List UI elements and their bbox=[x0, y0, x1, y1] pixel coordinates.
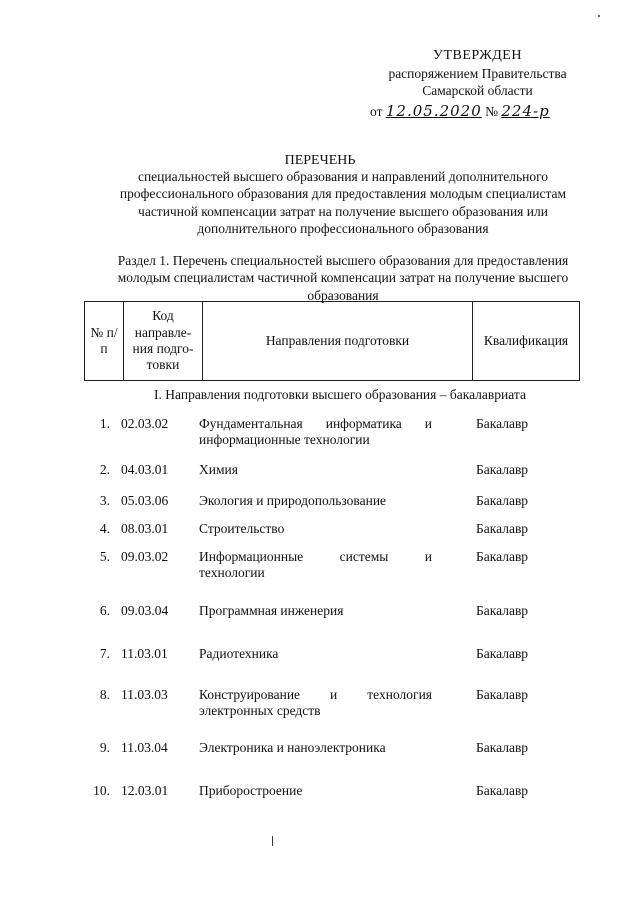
row-number: 3. bbox=[99, 493, 110, 508]
row-name: Электроника и наноэлектроника bbox=[199, 740, 386, 755]
row-qualification: Бакалавр bbox=[476, 493, 529, 508]
scan-mark bbox=[272, 836, 273, 846]
row-code: 11.03.04 bbox=[121, 740, 168, 755]
row-qualification: Бакалавр bbox=[476, 549, 529, 564]
approval-date-line bbox=[370, 102, 585, 122]
scan-mark bbox=[598, 15, 600, 17]
row-qualification: Бакалавр bbox=[476, 646, 529, 661]
row-number: 9. bbox=[99, 740, 110, 755]
row-number: 8. bbox=[99, 687, 110, 702]
row-name: Строительство bbox=[199, 521, 285, 536]
header-name: Направления подготовки bbox=[203, 302, 473, 381]
row-qualification: Бакалавр bbox=[476, 603, 529, 618]
handwritten-number: 224-р bbox=[501, 101, 550, 120]
row-code: 11.03.03 bbox=[121, 687, 168, 702]
row-number: 4. bbox=[99, 521, 110, 536]
row-name: Экология и природопользование bbox=[199, 493, 387, 508]
row-number: 5. bbox=[99, 549, 110, 564]
row-code: 11.03.01 bbox=[121, 646, 168, 661]
header-num: № п/п bbox=[85, 302, 124, 381]
row-code: 02.03.02 bbox=[121, 416, 169, 431]
approval-line-2: Самарской области bbox=[422, 83, 533, 99]
row-name: Приборостроение bbox=[199, 783, 303, 798]
row-qualification: Бакалавр bbox=[476, 783, 529, 798]
header-qualification: Квалификация bbox=[473, 302, 580, 381]
row-name: Программная инженерия bbox=[199, 603, 344, 618]
row-name: Химия bbox=[199, 462, 238, 477]
row-code: 09.03.02 bbox=[121, 549, 169, 564]
row-code: 04.03.01 bbox=[121, 462, 169, 477]
approval-line-1: распоряжением Правительства bbox=[388, 65, 567, 81]
row-code: 05.03.06 bbox=[121, 493, 169, 508]
section-title: Раздел 1. Перечень специальностей высшего образования для предоставления молодым специалистам частичной компенсации затрат на получение высшего образования bbox=[117, 253, 569, 303]
row-number: 7. bbox=[99, 646, 110, 661]
handwritten-date: 12.05.2020 bbox=[385, 101, 482, 120]
row-code: 09.03.04 bbox=[121, 603, 169, 618]
row-name: Фундаментальная информатика и информационные технологии bbox=[199, 416, 432, 448]
row-qualification: Бакалавр bbox=[476, 462, 529, 477]
row-code: 12.03.01 bbox=[121, 783, 169, 798]
document-description: специальностей высшего образования и направлений дополнительного профессионального образования для предоставления молодым специалистам частичной компенсации затрат на получение высшего образования или дополнительного профессионального образования bbox=[119, 169, 567, 236]
group-title: I. Направления подготовки высшего образования – бакалавриата bbox=[154, 387, 526, 402]
row-number: 6. bbox=[99, 603, 110, 618]
row-name: Конструирование и технология электронных средств bbox=[199, 687, 432, 719]
document-title: ПЕРЕЧЕНЬ bbox=[284, 153, 356, 168]
row-name: Радиотехника bbox=[199, 646, 279, 661]
approval-title: УТВЕРЖДЕН bbox=[433, 48, 522, 63]
number-sign: № bbox=[485, 103, 499, 119]
row-qualification: Бакалавр bbox=[476, 740, 529, 755]
row-number: 10. bbox=[93, 783, 110, 798]
row-number: 1. bbox=[99, 416, 110, 431]
header-code: Код направле-ния подго-товки bbox=[124, 302, 203, 381]
row-qualification: Бакалавр bbox=[476, 687, 529, 702]
row-qualification: Бакалавр bbox=[476, 416, 529, 431]
row-code: 08.03.01 bbox=[121, 521, 169, 536]
date-prefix: от bbox=[370, 103, 383, 119]
approval-block bbox=[370, 48, 585, 121]
row-name: Информационные системы и технологии bbox=[199, 549, 432, 581]
row-number: 2. bbox=[99, 462, 110, 477]
row-qualification: Бакалавр bbox=[476, 521, 529, 536]
table-header bbox=[84, 301, 580, 381]
